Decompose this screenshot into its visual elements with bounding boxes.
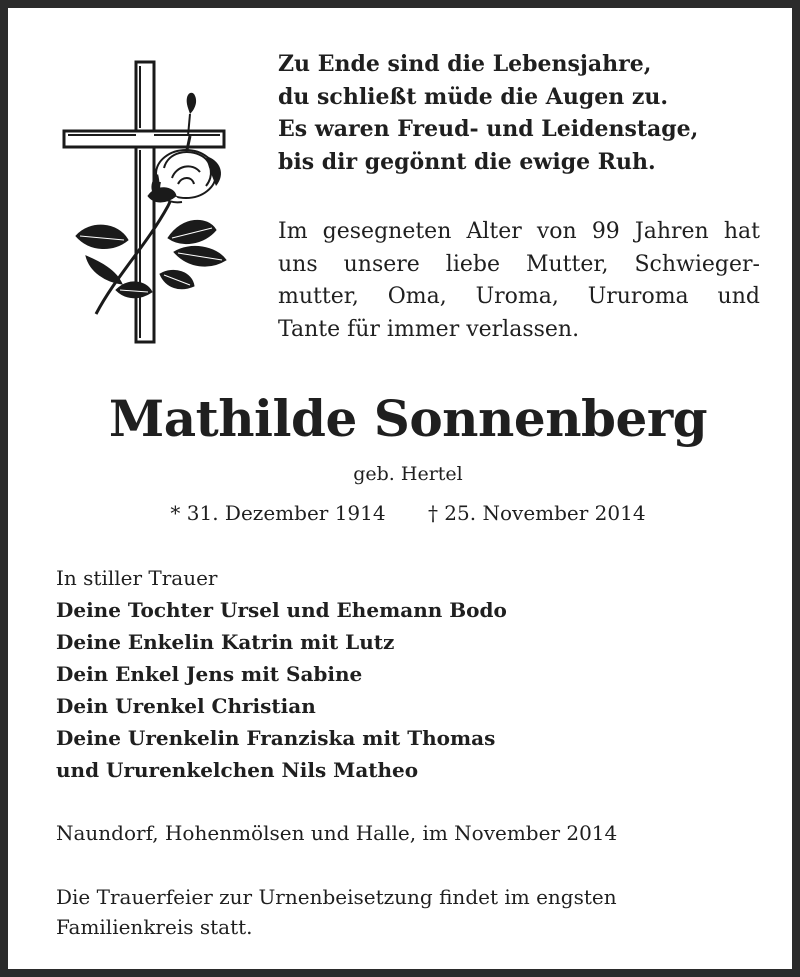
notice-word: Uroma, <box>475 284 559 309</box>
notice-word: uns <box>278 251 318 277</box>
poem-line: Es waren Freud- und Leidenstage, <box>278 116 699 142</box>
notice-word: Mutter, <box>525 251 609 277</box>
notice-line-text: Tante für immer verlassen. <box>278 316 580 342</box>
notice-line <box>278 314 760 347</box>
mourners-list <box>56 562 776 786</box>
maiden-name: geb. Hertel <box>353 463 463 485</box>
mourner-line: Deine Tochter Ursel und Ehemann Bodo <box>56 598 507 622</box>
poem-line: du schließt müde die Augen zu. <box>278 83 669 110</box>
notice-word: unsere <box>343 251 420 277</box>
notice-word: Jahren <box>634 219 709 244</box>
notice-word: mutter, <box>278 284 359 309</box>
notice-line <box>278 216 760 249</box>
mourner-line: und Ururenkelchen Nils Matheo <box>56 758 419 782</box>
notice-line <box>278 249 760 282</box>
mourner-line: Deine Urenkelin Franziska mit Thomas <box>56 726 496 750</box>
deceased-name: Mathilde Sonnenberg <box>108 389 708 448</box>
notice-word: und <box>717 284 760 309</box>
mourners-intro: In stiller Trauer <box>56 566 218 590</box>
notice-line <box>278 281 760 314</box>
notice-word: Schwieger- <box>634 251 760 277</box>
life-dates <box>8 498 800 528</box>
notice-word: gesegneten <box>322 219 452 244</box>
notice-word: 99 <box>591 219 620 244</box>
notice-word: Ururoma <box>587 284 689 309</box>
notice-word: Im <box>278 219 308 244</box>
mourner-line: Dein Enkel Jens mit Sabine <box>56 662 363 686</box>
mourner-line: Dein Urenkel Christian <box>56 694 316 718</box>
cross-with-rose-icon <box>56 56 236 346</box>
mourner-line: Deine Enkelin Katrin mit Lutz <box>56 630 395 654</box>
poem-line: bis dir gegönnt die ewige Ruh. <box>278 148 656 175</box>
place-and-date: Naundorf, Hohenmölsen und Halle, im November 2014 <box>56 821 618 845</box>
notice-word: hat <box>723 219 760 244</box>
poem-line: Zu Ende sind die Lebensjahre, <box>278 51 652 77</box>
birth-date: * 31. Dezember 1914 <box>170 501 386 525</box>
notice-word: von <box>536 219 577 244</box>
funeral-note-line: Die Trauerfeier zur Urnenbeisetzung findet im engsten <box>56 885 617 909</box>
poem <box>278 48 768 178</box>
funeral-note <box>56 882 776 942</box>
notice-word: liebe <box>445 251 500 277</box>
death-notice-text <box>278 216 760 346</box>
notice-word: Alter <box>466 219 522 244</box>
funeral-note-line: Familienkreis statt. <box>56 915 253 939</box>
death-date: † 25. November 2014 <box>427 501 646 525</box>
notice-word: Oma, <box>387 284 447 309</box>
